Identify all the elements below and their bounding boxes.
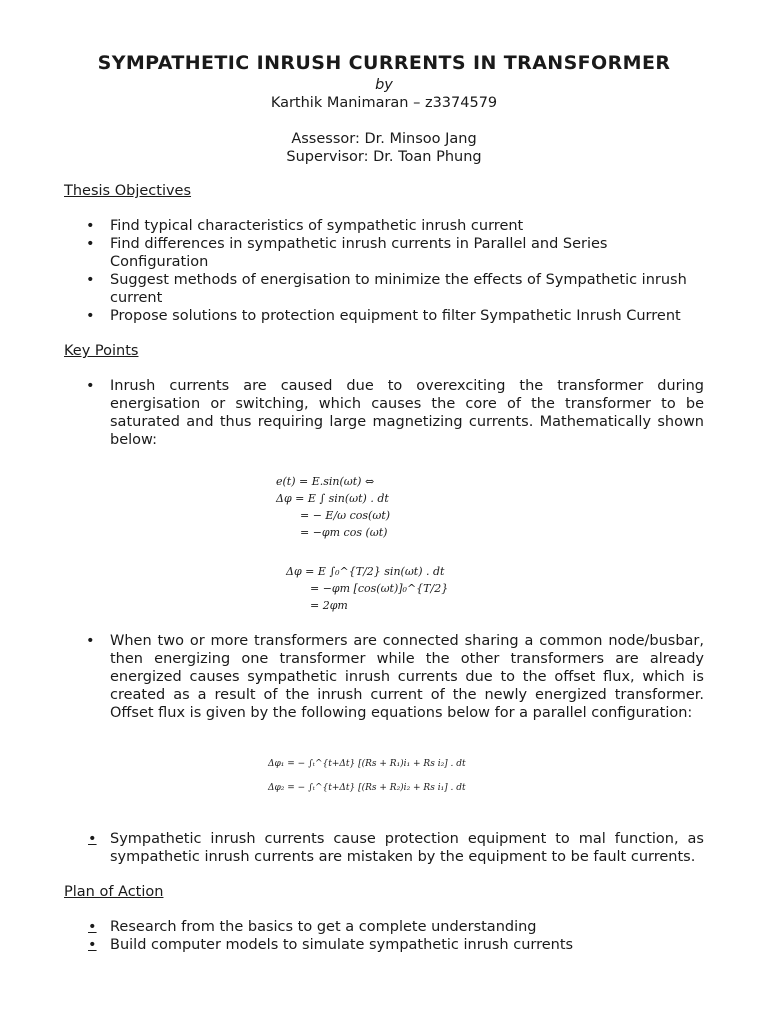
equation-line: = 2φm bbox=[310, 599, 348, 612]
equation-line: Δφ = E ∫₀^{T/2} sin(ωt) . dt bbox=[286, 565, 445, 578]
bullet-icon: • bbox=[86, 218, 95, 234]
equation-block-3 bbox=[268, 752, 704, 800]
list-item: • When two or more transformers are connected sharing a common node/busbar, then energizing one transformer while the other transformers are already energized causes sympathetic inrush currents due to the offset flux, which is created as a result of the inrush current of the newly energized transformer. Offset flux is given by the following equations below for a parallel configuration: bbox=[86, 633, 704, 721]
supervisor-line: Supervisor: Dr. Toan Phung bbox=[286, 149, 482, 165]
list-item: • Find differences in sympathetic inrush currents in Parallel and Series Configuration bbox=[86, 236, 608, 270]
list-item: • Inrush currents are caused due to overexciting the transformer during energisation or switching, which causes the core of the transformer to be saturated and thus requiring large magnetizing currents. Mathematically shown below: bbox=[86, 378, 704, 448]
equation-line: Δφ₂ = − ∫ₜ^{t+Δt} [(Rs + R₂)i₂ + Rs i₁] . dt bbox=[268, 783, 466, 793]
bullet-icon: • bbox=[88, 919, 97, 935]
key-points-list-final bbox=[64, 830, 704, 866]
bullet-icon: • bbox=[88, 831, 97, 847]
key-points-list-continued bbox=[64, 632, 704, 722]
section-heading-objectives: Thesis Objectives bbox=[64, 183, 192, 199]
bullet-icon: • bbox=[86, 633, 95, 649]
plan-list bbox=[64, 918, 704, 954]
section-heading-key-points: Key Points bbox=[64, 343, 139, 359]
document-page bbox=[64, 50, 704, 954]
equation-block-2 bbox=[286, 563, 704, 614]
equation-line: = − E/ω cos(ωt) bbox=[300, 509, 391, 522]
list-item: • Build computer models to simulate sympathetic inrush currents bbox=[88, 937, 574, 953]
list-item: • Sympathetic inrush currents cause protection equipment to mal function, as sympathetic inrush currents are mistaken by the equipment to be fault currents. bbox=[88, 831, 704, 865]
by-line: by bbox=[375, 77, 393, 93]
equation-line: e(t) = E.sin(ωt) ⇔ bbox=[276, 475, 375, 488]
section-heading-plan: Plan of Action bbox=[64, 884, 164, 900]
bullet-icon: • bbox=[88, 937, 97, 953]
equation-line: = −φm cos (ωt) bbox=[300, 526, 388, 539]
bullet-icon: • bbox=[86, 236, 95, 252]
list-item: • Propose solutions to protection equipment to filter Sympathetic Inrush Current bbox=[86, 308, 681, 324]
equation-block-1 bbox=[276, 473, 704, 541]
key-points-list bbox=[64, 377, 704, 449]
author-line: Karthik Manimaran – z3374579 bbox=[270, 95, 498, 111]
bullet-icon: • bbox=[86, 378, 95, 394]
list-item: • Find typical characteristics of sympathetic inrush current bbox=[86, 218, 524, 234]
equation-line: = −φm [cos(ωt)]₀^{T/2} bbox=[310, 582, 449, 595]
assessor-line: Assessor: Dr. Minsoo Jang bbox=[291, 131, 477, 147]
list-item: • Research from the basics to get a complete understanding bbox=[88, 919, 537, 935]
objectives-list bbox=[64, 217, 704, 325]
bullet-icon: • bbox=[86, 308, 95, 324]
list-item: • Suggest methods of energisation to minimize the effects of Sympathetic inrush current bbox=[86, 272, 687, 306]
equation-line: Δφ = E ∫ sin(ωt) . dt bbox=[276, 492, 389, 505]
bullet-icon: • bbox=[86, 272, 95, 288]
document-title: SYMPATHETIC INRUSH CURRENTS IN TRANSFORMER bbox=[97, 52, 671, 74]
equation-line: Δφ₁ = − ∫ₜ^{t+Δt} [(Rs + R₁)i₁ + Rs i₂] . dt bbox=[268, 759, 466, 769]
